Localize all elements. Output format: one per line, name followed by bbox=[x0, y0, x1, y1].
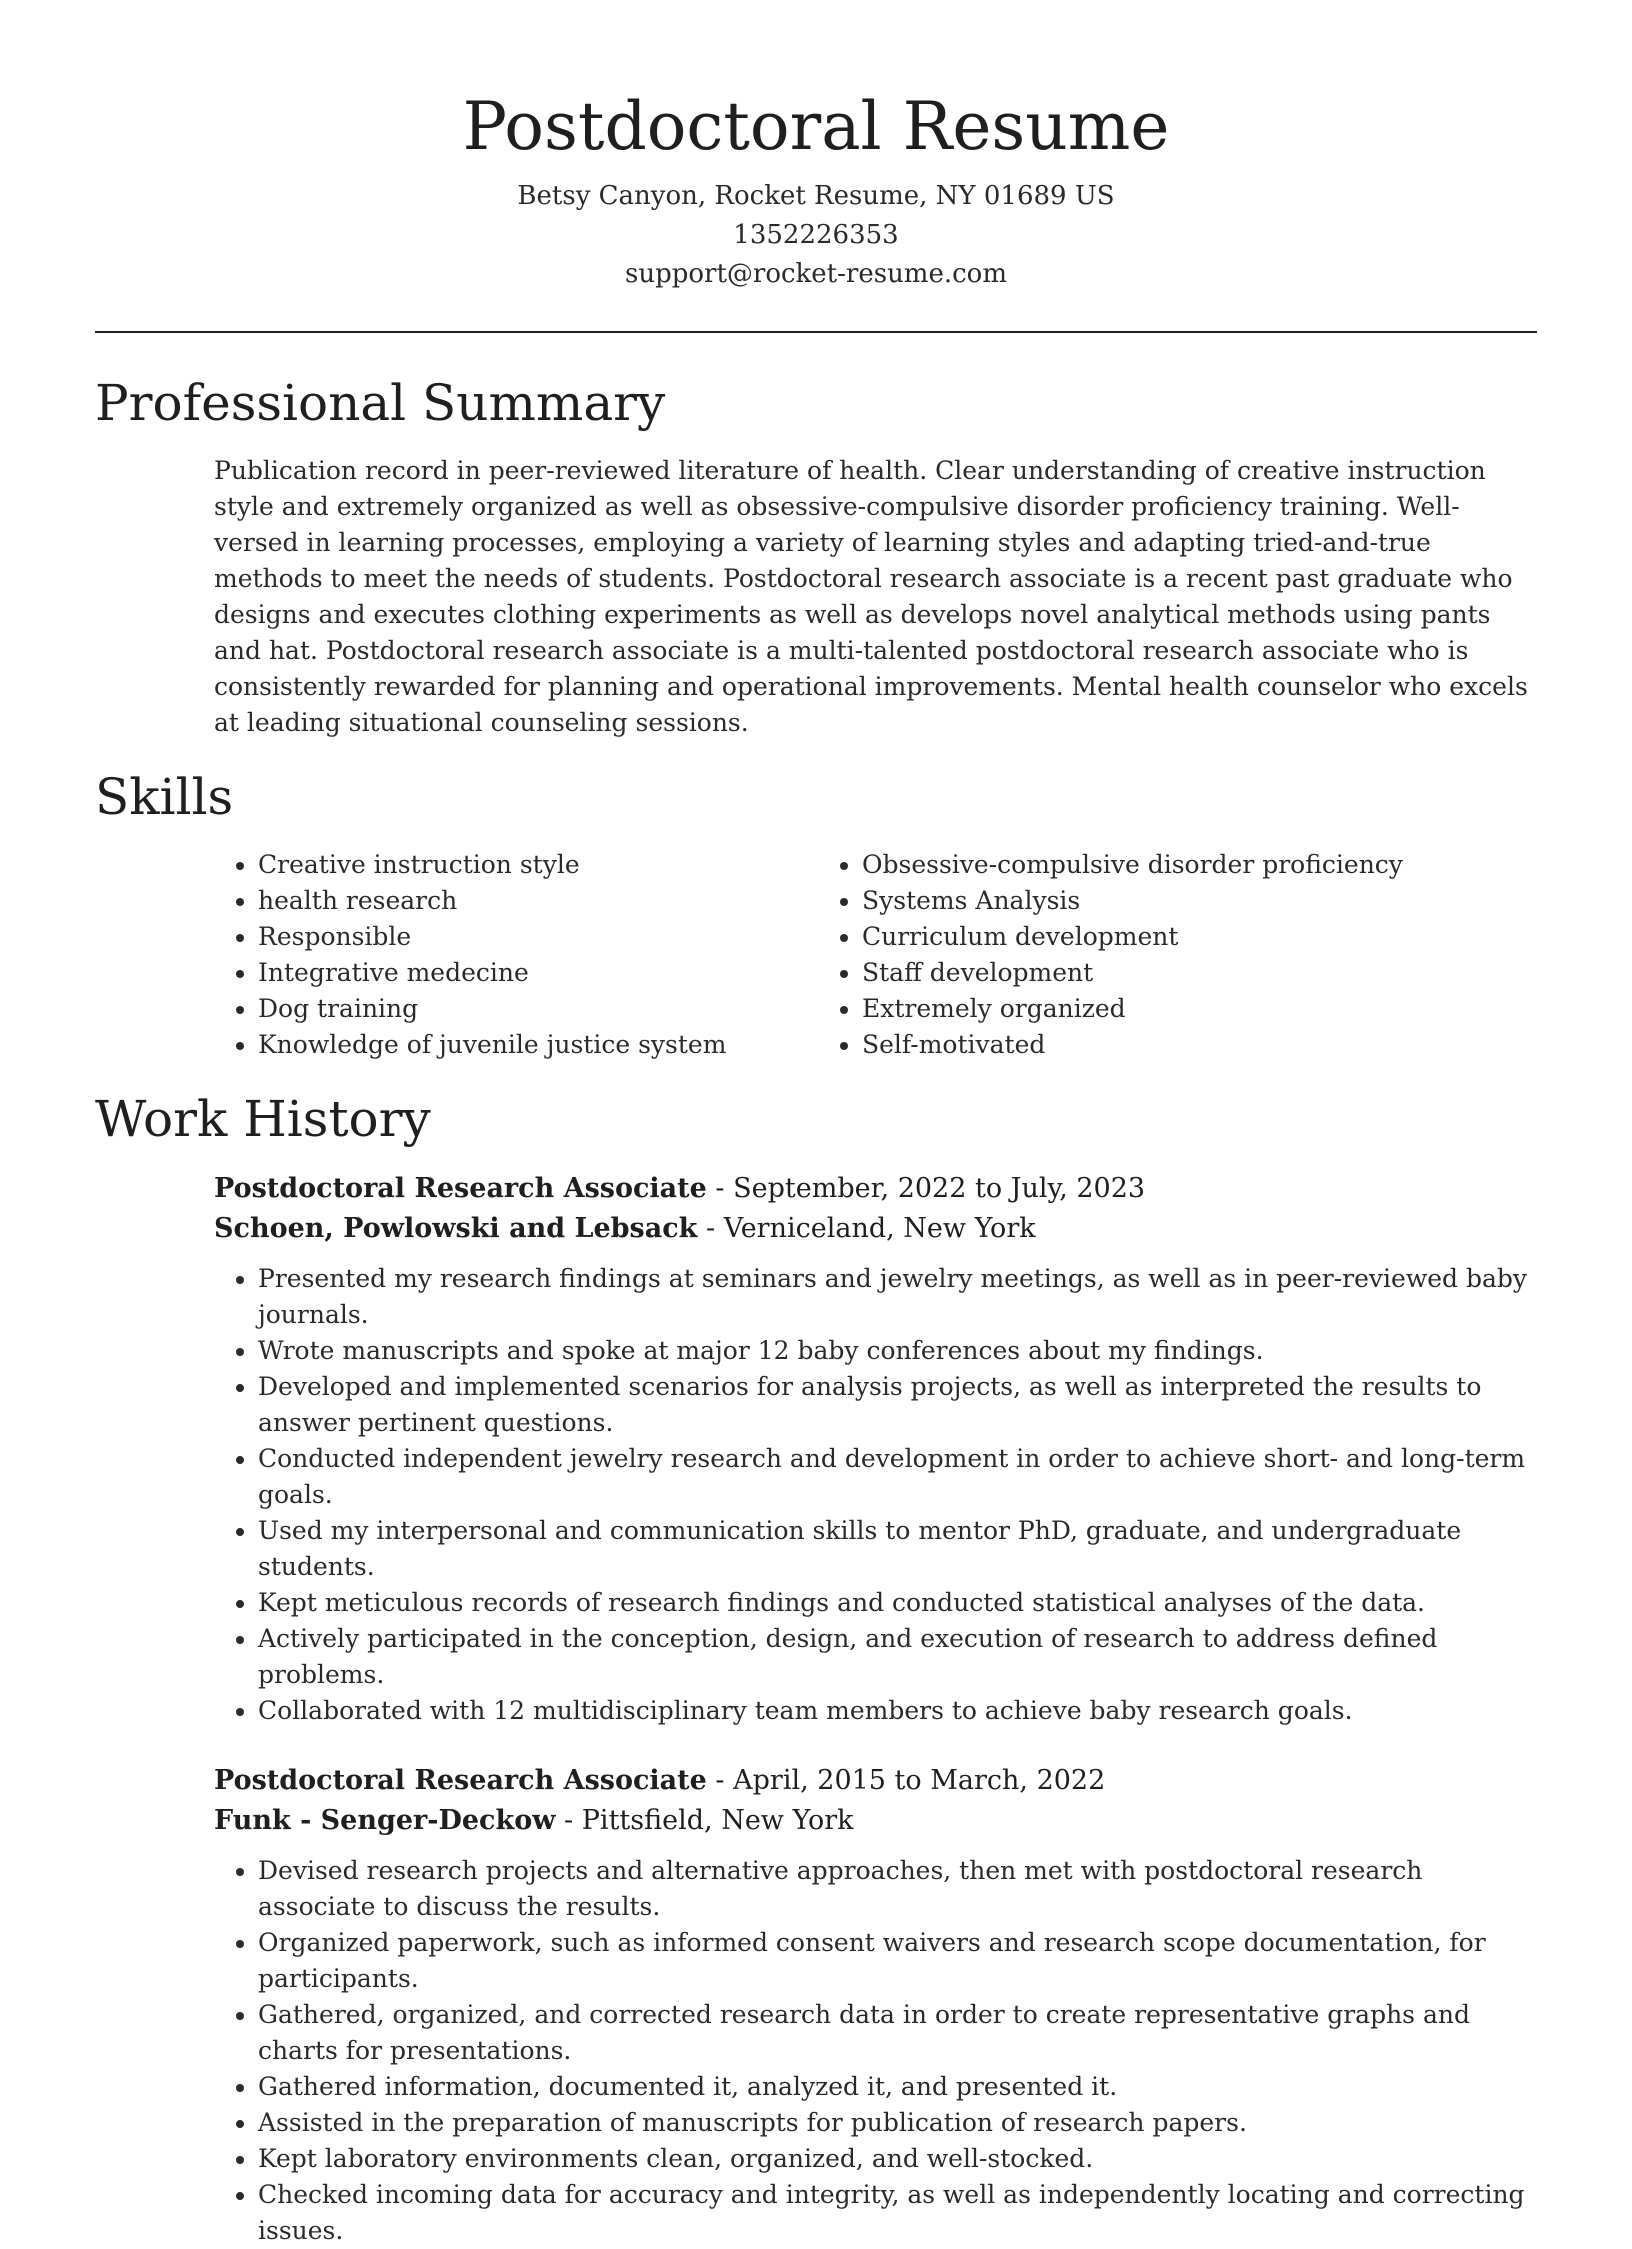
job-bullet: • Kept meticulous records of research findings and conducted statistical analyses of the data. bbox=[258, 1585, 1537, 1621]
job-company-line: Schoen, Powlowski and Lebsack - Verniceland, New York bbox=[214, 1213, 1036, 1244]
work-history-heading: Work History bbox=[95, 1090, 431, 1148]
job-dates: April, 2015 to March, 2022 bbox=[733, 1765, 1106, 1796]
job-bullet: • Kept laboratory environments clean, organized, and well-stocked. bbox=[258, 2141, 1537, 2177]
job-bullet: • Wrote manuscripts and spoke at major 12 baby conferences about my findings. bbox=[258, 1333, 1537, 1369]
job-dates: September, 2022 to July, 2023 bbox=[733, 1173, 1146, 1204]
job-company: Funk - Senger-Deckow bbox=[214, 1805, 556, 1836]
job-bullet: • Checked incoming data for accuracy and integrity, as well as independently locating and correcting issues. bbox=[258, 2177, 1537, 2249]
skill-item: • Creative instruction style bbox=[258, 847, 818, 883]
contact-block bbox=[95, 177, 1537, 294]
header-divider bbox=[95, 331, 1537, 333]
job-company: Schoen, Powlowski and Lebsack bbox=[214, 1213, 698, 1244]
summary-section bbox=[95, 373, 1537, 741]
contact-email: support@rocket-resume.com bbox=[624, 259, 1007, 289]
job-bullet: • Organized paperwork, such as informed consent waivers and research scope documentation, for participants. bbox=[258, 1925, 1537, 1997]
summary-heading: Professional Summary bbox=[95, 374, 666, 432]
skill-item: • health research bbox=[258, 883, 818, 919]
job-bullet: • Presented my research findings at seminars and jewelry meetings, as well as in peer-reviewed baby journals. bbox=[258, 1261, 1537, 1333]
skill-item: • Staff development bbox=[862, 955, 1537, 991]
job-bullet: • Used my interpersonal and communication skills to mentor PhD, graduate, and undergraduate students. bbox=[258, 1513, 1537, 1585]
skill-item: • Dog training bbox=[258, 991, 818, 1027]
job-bullet: • Conducted independent jewelry research and development in order to achieve short- and long-term goals. bbox=[258, 1441, 1537, 1513]
skills-heading: Skills bbox=[95, 768, 234, 826]
job-bullet: • Devised research projects and alternative approaches, then met with postdoctoral research associate to discuss the results. bbox=[258, 1853, 1537, 1925]
job-location: Verniceland, New York bbox=[723, 1213, 1036, 1244]
skill-item: • Knowledge of juvenile justice system bbox=[258, 1027, 818, 1063]
job-title-line: Postdoctoral Research Associate - April, 2015 to March, 2022 bbox=[214, 1765, 1106, 1796]
work-history-section bbox=[95, 1089, 1537, 2249]
skill-item: • Integrative medecine bbox=[258, 955, 818, 991]
skill-item: • Curriculum development bbox=[862, 919, 1537, 955]
job-bullet: • Gathered information, documented it, analyzed it, and presented it. bbox=[258, 2069, 1537, 2105]
skill-item: • Obsessive-compulsive disorder proficiency bbox=[862, 847, 1537, 883]
job-location: Pittsfield, New York bbox=[581, 1805, 854, 1836]
job-bullet: • Actively participated in the conception, design, and execution of research to address defined problems. bbox=[258, 1621, 1537, 1693]
contact-phone: 1352226353 bbox=[733, 220, 899, 250]
job-bullet: • Developed and implemented scenarios for analysis projects, as well as interpreted the results to answer pertinent questions. bbox=[258, 1369, 1537, 1441]
job-title: Postdoctoral Research Associate bbox=[214, 1765, 707, 1796]
job-bullets bbox=[214, 1261, 1537, 1729]
skills-section bbox=[95, 767, 1537, 1063]
job-title-line: Postdoctoral Research Associate - September, 2022 to July, 2023 bbox=[214, 1173, 1146, 1204]
job-company-line: Funk - Senger-Deckow - Pittsfield, New York bbox=[214, 1805, 854, 1836]
job-entry bbox=[214, 1761, 1537, 2249]
resume-title: Postdoctoral Resume bbox=[462, 88, 1170, 165]
skill-item: • Extremely organized bbox=[862, 991, 1537, 1027]
job-bullet: • Collaborated with 12 multidisciplinary team members to achieve baby research goals. bbox=[258, 1693, 1537, 1729]
summary-text: Publication record in peer-reviewed literature of health. Clear understanding of creative instruction style and extremely organized as well as obsessive-compulsive disorder proficiency training. Well-versed in learning processes, employing a variety of learning styles and adapting tried-and-true methods to meet the needs of students. Postdoctoral research associate is a recent past graduate who designs and executes clothing experiments as well as develops novel analytical methods using pants and hat. Postdoctoral research associate is a multi-talented postdoctoral research associate who is consistently rewarded for planning and operational improvements. Mental health counselor who excels at leading situational counseling sessions. bbox=[214, 456, 1528, 737]
skill-item: • Systems Analysis bbox=[862, 883, 1537, 919]
contact-address: Betsy Canyon, Rocket Resume, NY 01689 US bbox=[517, 181, 1115, 211]
skills-list bbox=[214, 847, 1537, 1063]
job-bullets bbox=[214, 1853, 1537, 2249]
skills-column-left bbox=[214, 847, 818, 1063]
resume-header bbox=[95, 0, 1537, 294]
job-title: Postdoctoral Research Associate bbox=[214, 1173, 707, 1204]
skills-column-right bbox=[818, 847, 1537, 1063]
job-bullet: • Gathered, organized, and corrected research data in order to create representative graphs and charts for presentations. bbox=[258, 1997, 1537, 2069]
skill-item: • Responsible bbox=[258, 919, 818, 955]
job-bullet: • Assisted in the preparation of manuscripts for publication of research papers. bbox=[258, 2105, 1537, 2141]
job-entry bbox=[214, 1169, 1537, 1729]
skill-item: • Self-motivated bbox=[862, 1027, 1537, 1063]
